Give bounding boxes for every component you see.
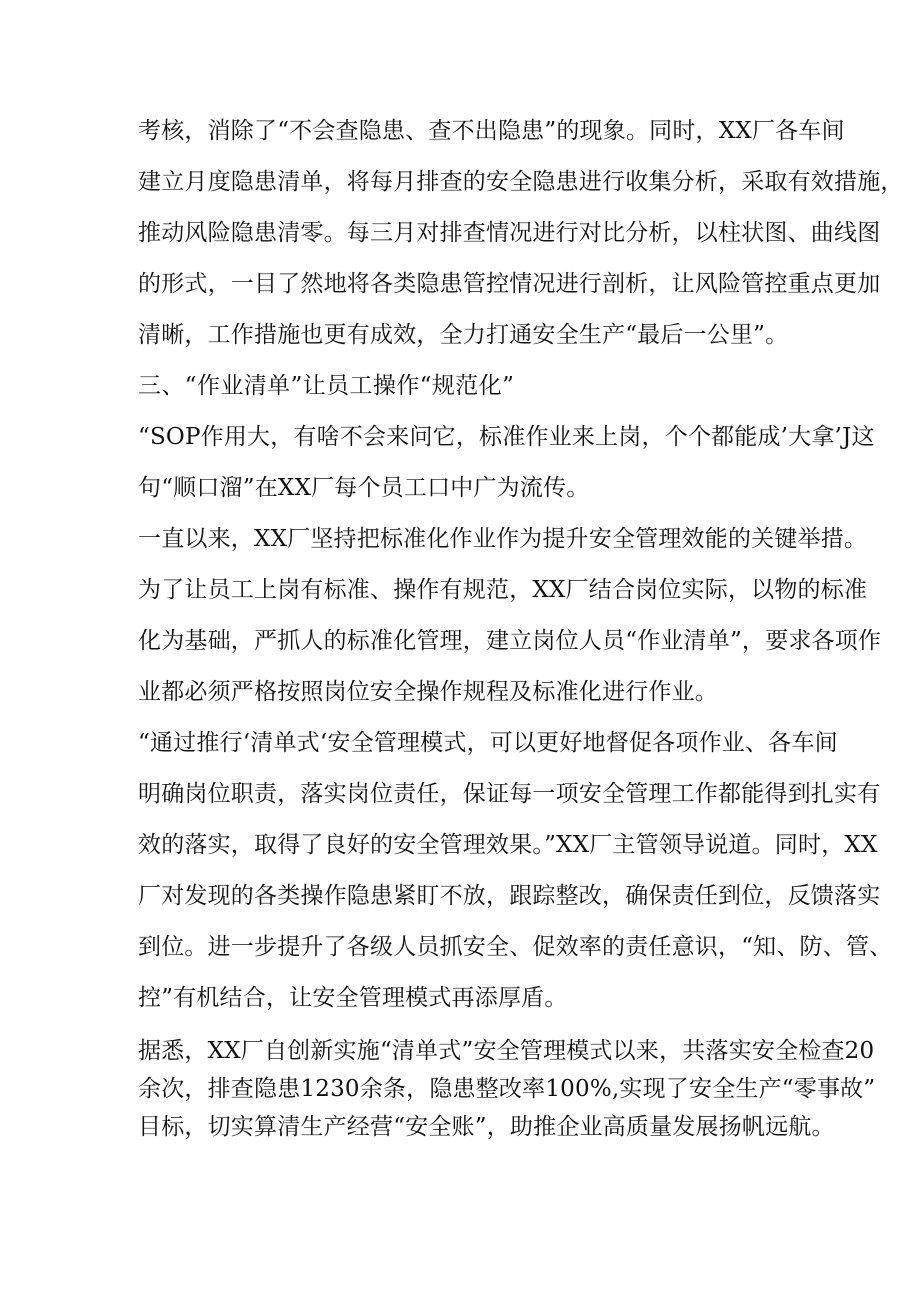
paragraph-line: “通过推行‘清单式‘安全管理模式，可以更好地督促各项作业、各车间: [138, 730, 838, 756]
paragraph-line: 清晰，工作措施也更有成效，全力打通安全生产“最后一公里”。: [138, 322, 789, 348]
paragraph-line: 明确岗位职责，落实岗位责任，保证每一项安全管理工作都能得到扎实有: [138, 781, 881, 807]
paragraph-line: 效的落实，取得了良好的安全管理效果。”XX厂主管领导说道。同时，XX: [138, 832, 878, 858]
paragraph-line: “SOP作用大，有啥不会来问它，标准作业来上岗，个个都能成’大拿’J这: [138, 424, 875, 450]
paragraph-line: 的形式，一目了然地将各类隐患管控情况进行剖析，让风险管控重点更加: [138, 271, 881, 297]
paragraph-line: 据悉，XX厂自创新实施“清单式”安全管理模式以来，共落实安全检查20: [138, 1038, 875, 1064]
paragraph-line: 业都必须严格按照岗位安全操作规程及标准化进行作业。: [138, 679, 718, 705]
paragraph-line: 目标，切实算清生产经营“安全账”，助推企业高质量发展扬帆远航。: [138, 1114, 835, 1140]
paragraph-line: 句“顺口溜”在XX厂每个员工口中广为流传。: [138, 475, 590, 501]
paragraph-line: 考核，消除了“不会查隐患、查不出隐患”的现象。同时，XX厂各车间: [138, 118, 845, 144]
paragraph-line: 厂对发现的各类操作隐患紧盯不放，跟踪整改，确保责任到位，反馈落实: [138, 883, 881, 909]
paragraph-line: 控”有机结合，让安全管理模式再添厚盾。: [138, 985, 568, 1011]
paragraph-line: 建立月度隐患清单，将每月排查的安全隐患进行收集分析，采取有效措施，: [138, 169, 904, 195]
paragraph-line: 为了让员工上岗有标准、操作有规范，XX厂结合岗位实际，以物的标准: [138, 577, 868, 603]
paragraph-line: 推动风险隐患清零。每三月对排查情况进行对比分析，以柱状图、曲线图: [138, 220, 881, 246]
section-heading: 三、“作业清单”让员工操作“规范化”: [138, 373, 515, 399]
paragraph-line: 一直以来，XX厂坚持把标准化作业作为提升安全管理效能的关键举措。: [138, 526, 868, 552]
paragraph-line: 化为基础，严抓人的标准化管理，建立岗位人员“作业清单”，要求各项作: [138, 628, 882, 654]
paragraph-line: 余次，排查隐患1230余条，隐患整改率100%,实现了安全生产“零事故”: [138, 1076, 876, 1102]
paragraph-line: 到位。进一步提升了各级人员抓安全、促效率的责任意识，“知、防、管、: [138, 934, 893, 960]
